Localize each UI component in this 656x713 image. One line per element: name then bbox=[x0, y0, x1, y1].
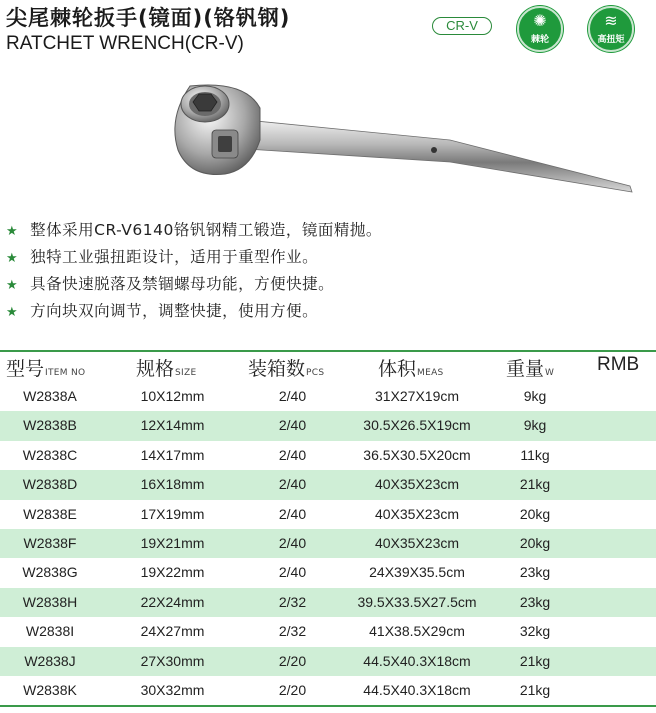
header-rmb bbox=[597, 354, 639, 376]
table-cell: 2/20 bbox=[278, 652, 307, 669]
feature-item bbox=[6, 244, 382, 271]
table-cell: 12X14mm bbox=[140, 417, 205, 434]
table-cell bbox=[585, 470, 655, 499]
table-cell: 2/40 bbox=[278, 505, 307, 522]
table-cell: 19X22mm bbox=[140, 564, 205, 581]
table-cell bbox=[585, 382, 655, 411]
header-main-label: RMB bbox=[597, 354, 640, 375]
table-cell: 24X39X35.5cm bbox=[369, 564, 465, 581]
table-cell: W2838F bbox=[23, 534, 77, 551]
feature-text: 方向块双向调节，调整快捷，使用方便。 bbox=[30, 302, 319, 320]
table-cell: 40X35X23cm bbox=[374, 505, 460, 522]
table-row bbox=[0, 411, 656, 440]
table-cell: 2/40 bbox=[278, 388, 307, 404]
table-cell: 16X18mm bbox=[140, 476, 205, 493]
header-main-label: 规格 bbox=[136, 358, 175, 380]
table-cell: W2838D bbox=[22, 476, 78, 493]
feature-item bbox=[6, 217, 382, 244]
spec-table bbox=[0, 350, 656, 707]
table-cell: 30X32mm bbox=[140, 681, 205, 698]
header-size bbox=[136, 354, 196, 381]
table-cell bbox=[585, 441, 655, 470]
header-weight bbox=[506, 354, 554, 381]
feature-list bbox=[6, 217, 382, 325]
table-cell: W2838A bbox=[23, 388, 77, 404]
table-cell: 10X12mm bbox=[140, 388, 205, 404]
table-cell: 40X35X23cm bbox=[374, 534, 460, 551]
table-cell: 17X19mm bbox=[140, 505, 205, 522]
header-main-label: 装箱数 bbox=[248, 358, 306, 380]
header-sub-label: ITEM NO bbox=[45, 368, 86, 378]
table-cell: 9kg bbox=[523, 417, 547, 434]
title-en: RATCHET WRENCH(CR-V) bbox=[6, 33, 244, 54]
table-row bbox=[0, 441, 656, 470]
table-cell: 41X38.5X29cm bbox=[369, 623, 465, 640]
table-cell: W2838H bbox=[22, 593, 78, 610]
table-cell bbox=[585, 588, 655, 617]
table-row bbox=[0, 529, 656, 558]
table-cell: 23kg bbox=[519, 564, 551, 581]
table-cell: 2/40 bbox=[278, 417, 307, 434]
star-icon: ★ bbox=[6, 305, 19, 320]
table-cell: 27X30mm bbox=[140, 652, 205, 669]
table-cell: 44.5X40.3X18cm bbox=[363, 681, 471, 698]
ratchet-seal-label: 棘轮 bbox=[530, 35, 549, 45]
table-cell: 44.5X40.3X18cm bbox=[363, 652, 471, 669]
table-cell: 19X21mm bbox=[140, 534, 205, 551]
header-main-label: 型号 bbox=[6, 358, 45, 380]
table-cell: 2/40 bbox=[278, 476, 307, 493]
table-row bbox=[0, 676, 656, 705]
star-icon: ★ bbox=[6, 224, 19, 239]
table-bottom-rule bbox=[0, 705, 656, 707]
table-cell: W2838G bbox=[22, 564, 78, 581]
table-cell: 40X35X23cm bbox=[374, 476, 460, 493]
table-cell: 14X17mm bbox=[140, 446, 205, 463]
table-cell: W2838I bbox=[25, 623, 75, 640]
header-sub-label: MEAS bbox=[417, 368, 444, 378]
table-cell: 2/40 bbox=[278, 446, 307, 463]
table-row bbox=[0, 382, 656, 411]
table-cell: W2838K bbox=[23, 681, 77, 698]
table-cell: 21kg bbox=[519, 681, 551, 698]
table-cell: W2838C bbox=[22, 446, 78, 463]
torque-seal bbox=[588, 6, 634, 52]
table-cell bbox=[585, 558, 655, 587]
star-icon: ★ bbox=[6, 251, 19, 266]
title-cn: 尖尾棘轮扳手(镜面)(铬钒钢) bbox=[6, 6, 291, 30]
header-main-label: 重量 bbox=[506, 358, 545, 380]
table-cell bbox=[585, 647, 655, 676]
star-icon: ★ bbox=[6, 278, 19, 293]
table-cell: 11kg bbox=[520, 446, 550, 463]
ratchet-seal bbox=[517, 6, 563, 52]
table-row bbox=[0, 647, 656, 676]
header-sub-label: SIZE bbox=[175, 368, 197, 378]
feature-item bbox=[6, 298, 382, 325]
table-cell: 22X24mm bbox=[140, 593, 205, 610]
table-cell bbox=[585, 411, 655, 440]
table-cell: 2/40 bbox=[278, 564, 307, 581]
torque-wave-icon: ≋ bbox=[604, 11, 618, 30]
feature-text: 整体采用CR-V6140铬钒钢精工锻造，镜面精抛。 bbox=[30, 221, 382, 239]
wrench-image bbox=[150, 78, 640, 213]
feature-text: 具备快速脱落及禁锢螺母功能，方便快捷。 bbox=[30, 275, 335, 293]
table-header bbox=[0, 350, 656, 382]
table-row bbox=[0, 500, 656, 529]
feature-item bbox=[6, 271, 382, 298]
table-row bbox=[0, 617, 656, 646]
table-cell: 20kg bbox=[519, 505, 551, 522]
header-main-label: 体积 bbox=[378, 358, 417, 380]
table-cell: 32kg bbox=[519, 623, 551, 640]
table-cell: 24X27mm bbox=[140, 623, 205, 640]
table-cell: W2838E bbox=[23, 505, 77, 522]
table-cell bbox=[585, 617, 655, 646]
header-item-no bbox=[6, 354, 85, 381]
table-cell: 2/40 bbox=[278, 534, 307, 551]
table-cell: 31X27X19cm bbox=[374, 388, 460, 404]
table-cell: 30.5X26.5X19cm bbox=[363, 417, 471, 434]
table-cell: 21kg bbox=[519, 476, 551, 493]
table-cell: 23kg bbox=[519, 593, 551, 610]
header-pcs bbox=[248, 354, 324, 381]
table-cell: 36.5X30.5X20cm bbox=[363, 446, 471, 463]
table-cell: 2/32 bbox=[278, 623, 307, 640]
header-sub-label: PCS bbox=[306, 368, 325, 378]
table-cell: 21kg bbox=[519, 652, 551, 669]
table-row bbox=[0, 470, 656, 499]
table-cell: 20kg bbox=[519, 534, 551, 551]
header-meas bbox=[378, 354, 444, 381]
header-sub-label: W bbox=[545, 368, 555, 378]
table-cell: 2/32 bbox=[278, 593, 307, 610]
table-cell: W2838B bbox=[23, 417, 77, 434]
table-cell bbox=[585, 500, 655, 529]
ratchet-gear-icon: ✺ bbox=[533, 11, 547, 30]
table-cell: 2/20 bbox=[278, 681, 307, 698]
feature-text: 独特工业强扭距设计，适用于重型作业。 bbox=[30, 248, 319, 266]
table-row bbox=[0, 588, 656, 617]
table-row bbox=[0, 558, 656, 587]
table-cell bbox=[585, 529, 655, 558]
table-cell: 39.5X33.5X27.5cm bbox=[357, 593, 477, 610]
table-cell bbox=[585, 676, 655, 705]
material-badge: CR-V bbox=[432, 17, 492, 35]
table-cell: W2838J bbox=[24, 652, 76, 669]
torque-seal-label: 高扭矩 bbox=[597, 35, 625, 45]
table-cell: 9kg bbox=[523, 388, 547, 404]
